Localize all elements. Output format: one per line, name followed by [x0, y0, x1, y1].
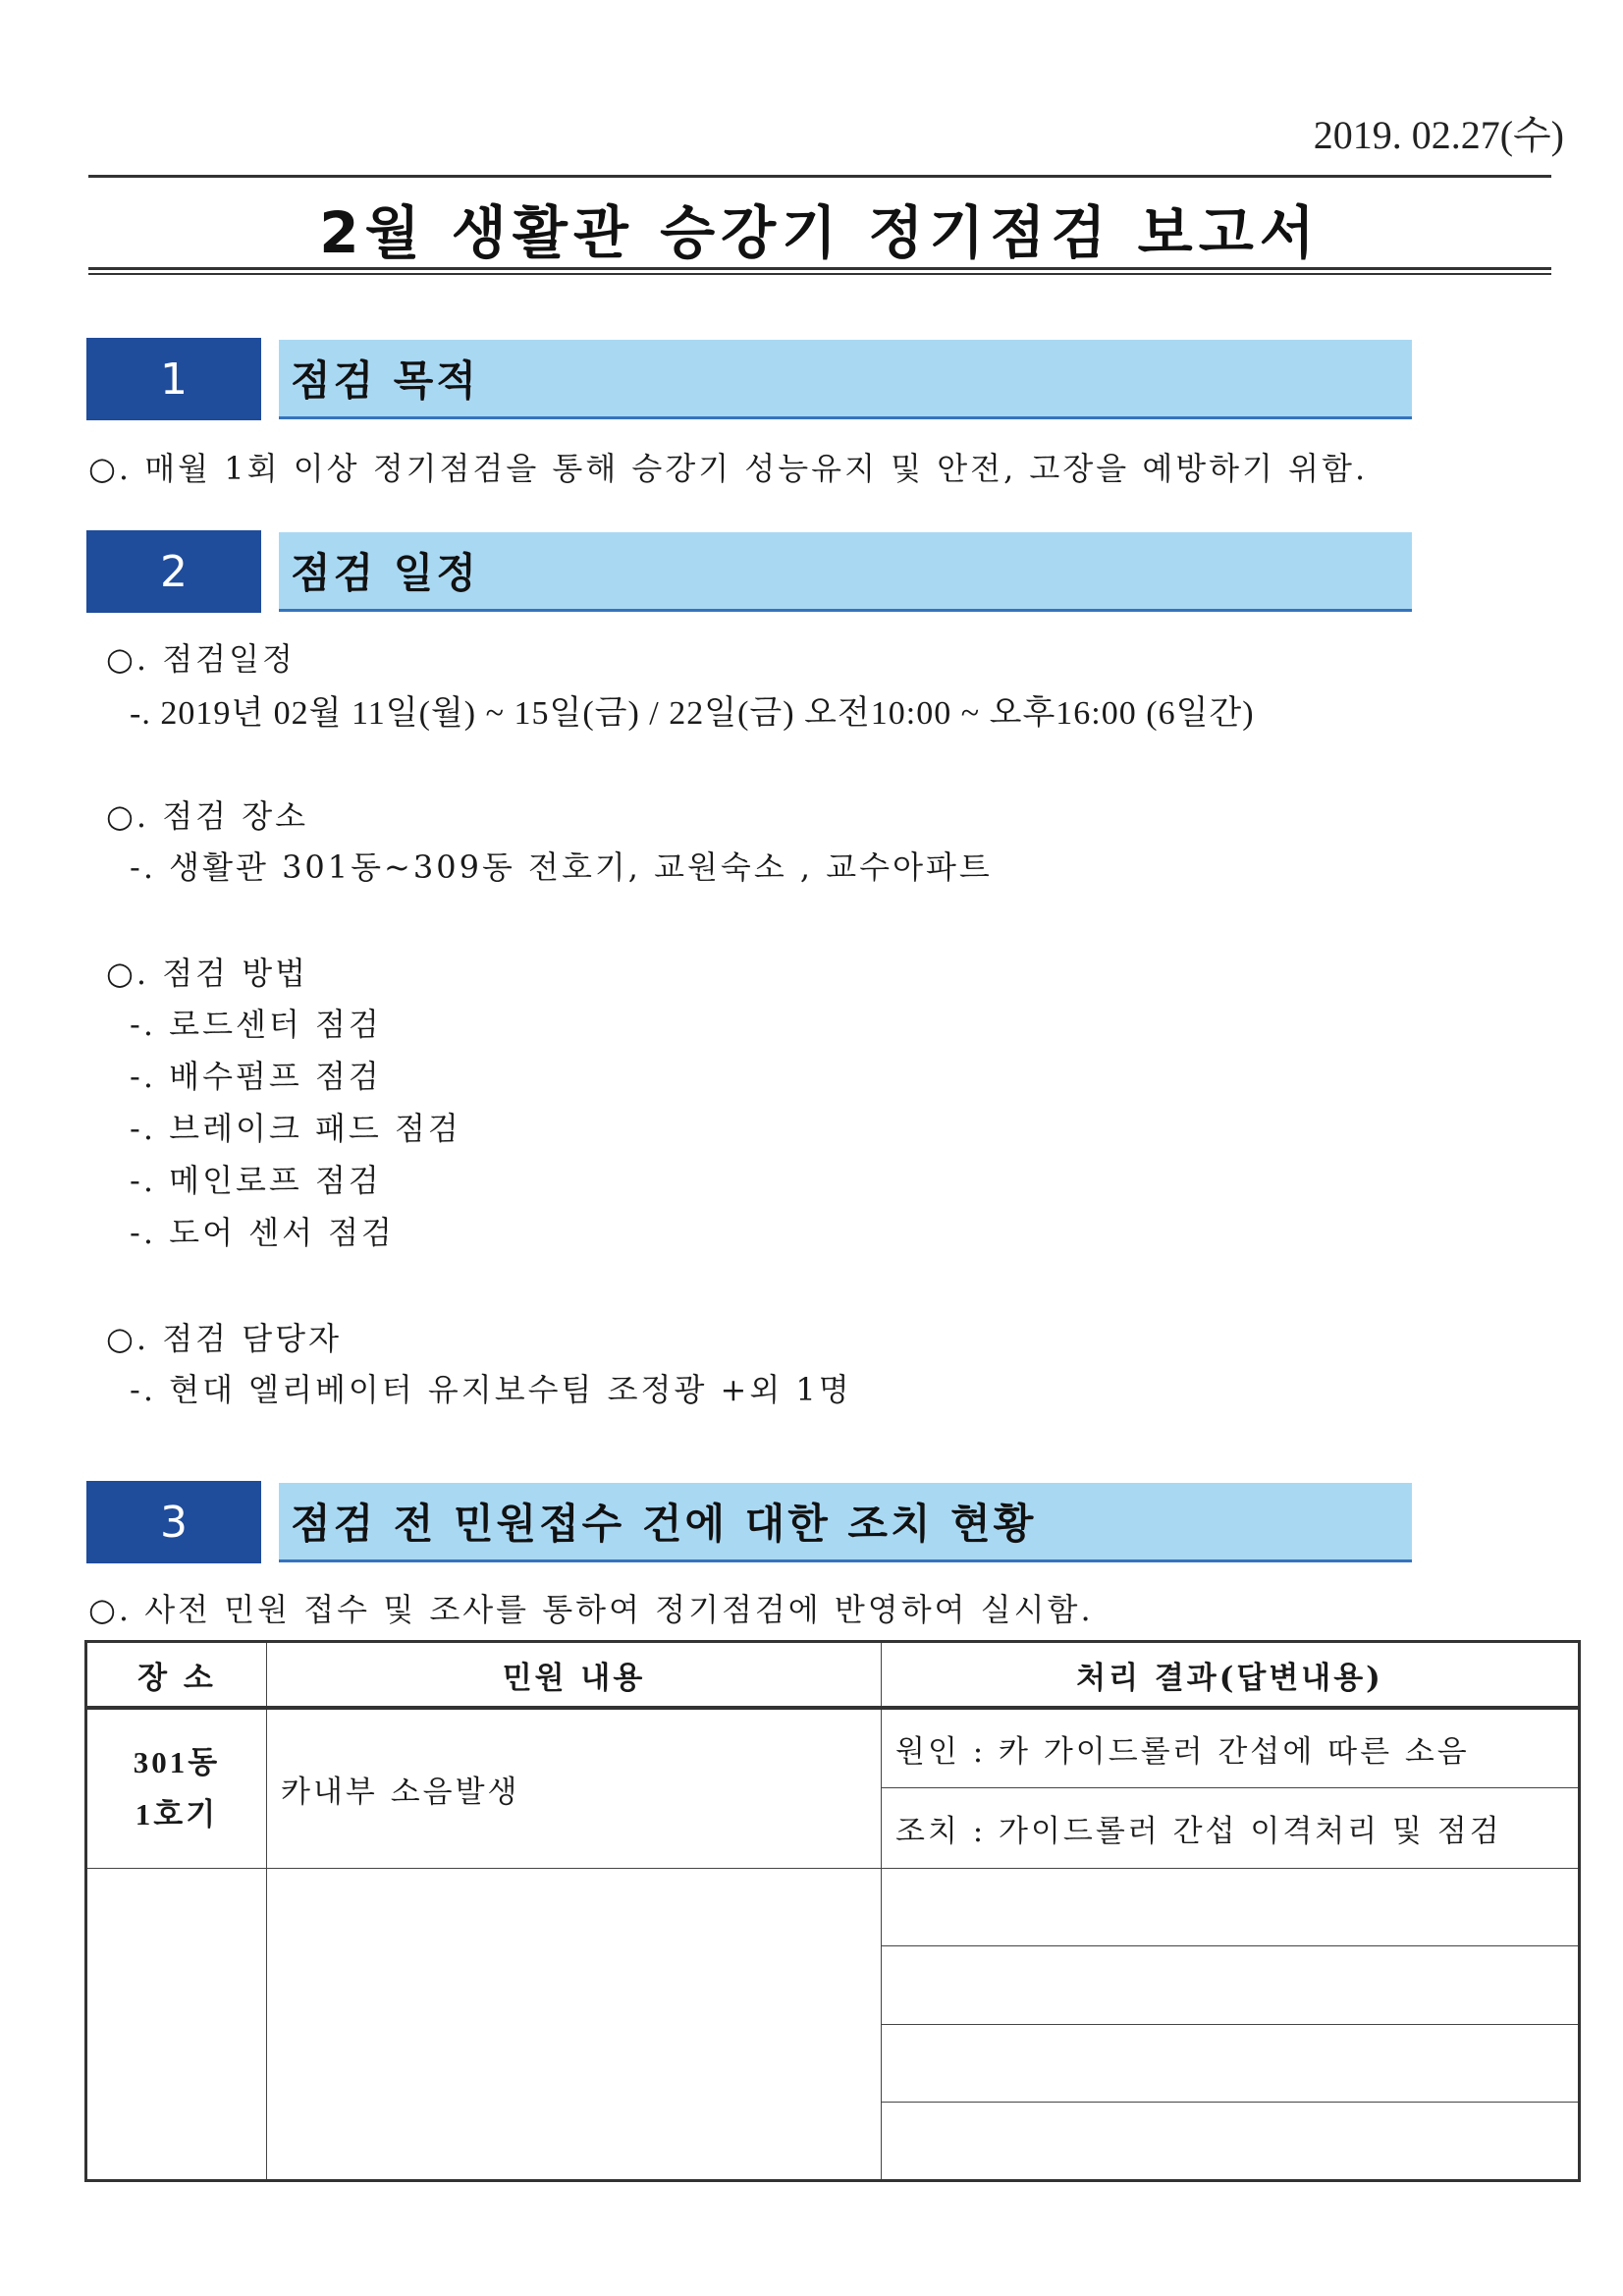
- schedule-date-value: -. 2019년 02월 11일(월) ~ 15일(금) / 22일(금) 오전10:00 ~ 오후16:00 (6일간): [130, 695, 1255, 732]
- empty-result-cell: [882, 1868, 1580, 1946]
- schedule-staff-value: -. 현대 엘리베이터 유지보수팀 조정광 +외 1명: [130, 1371, 852, 1408]
- schedule-place-heading: ○. 점검 장소: [106, 797, 309, 835]
- table-row: [86, 1708, 1580, 1788]
- complaints-table: [84, 1640, 1581, 2182]
- section-1-header: [86, 338, 1412, 420]
- result-action: 조치 : 가이드롤러 간섭 이격처리 및 점검: [882, 1788, 1580, 1869]
- method-item: -. 브레이크 패드 점검: [130, 1110, 461, 1147]
- method-item: -. 로드센터 점검: [130, 1006, 382, 1043]
- empty-result-cell: [882, 2024, 1580, 2103]
- location-unit: 1호기: [135, 1796, 219, 1831]
- report-date: 2019. 02.27(수): [1313, 113, 1564, 157]
- title-rule-top: [88, 175, 1551, 178]
- result-cause: 원인 : 카 가이드롤러 간섭에 따른 소음: [882, 1708, 1580, 1788]
- empty-result-cell: [882, 1946, 1580, 2025]
- table-header-row: [86, 1642, 1580, 1709]
- schedule-place-value: -. 생활관 301동~309동 전호기, 교원숙소 , 교수아파트: [130, 848, 993, 886]
- table-row-empty: [86, 1868, 1580, 1946]
- header-location: 장 소: [86, 1642, 267, 1709]
- location-building: 301동: [133, 1745, 221, 1779]
- header-content: 민원 내용: [267, 1642, 882, 1709]
- complaints-intro: ○. 사전 민원 접수 및 조사를 통하여 정기점검에 반영하여 실시함.: [88, 1591, 1094, 1628]
- title-rule-bottom: [88, 267, 1551, 275]
- section-title: 점검 목적: [279, 340, 1412, 419]
- section-number: 2: [86, 530, 261, 613]
- method-item: -. 도어 센서 점검: [130, 1214, 395, 1251]
- section-2-header: [86, 530, 1412, 613]
- report-title: 2월 생활관 승강기 정기점검 보고서: [319, 199, 1321, 266]
- section-title: 점검 전 민원접수 건에 대한 조치 현황: [279, 1483, 1412, 1562]
- section-number: 1: [86, 338, 261, 420]
- section-title: 점검 일정: [279, 532, 1412, 612]
- section-number: 3: [86, 1481, 261, 1563]
- method-item: -. 메인로프 점검: [130, 1162, 382, 1199]
- schedule-date-heading: ○. 점검일정: [106, 640, 296, 678]
- empty-location-cell: [86, 1868, 267, 2180]
- empty-result-cell: [882, 2103, 1580, 2181]
- empty-content-cell: [267, 1868, 882, 2180]
- location-cell: [86, 1708, 267, 1868]
- header-result: 처리 결과(답변내용): [882, 1642, 1580, 1709]
- purpose-text: ○. 매월 1회 이상 정기점검을 통해 승강기 성능유지 및 안전, 고장을 예방하기 위함.: [88, 450, 1369, 487]
- method-item: -. 배수펌프 점검: [130, 1058, 382, 1095]
- complaint-content: 카내부 소음발생: [267, 1708, 882, 1868]
- schedule-method-heading: ○. 점검 방법: [106, 955, 309, 992]
- schedule-staff-heading: ○. 점검 담당자: [106, 1320, 342, 1357]
- section-3-header: [86, 1481, 1412, 1563]
